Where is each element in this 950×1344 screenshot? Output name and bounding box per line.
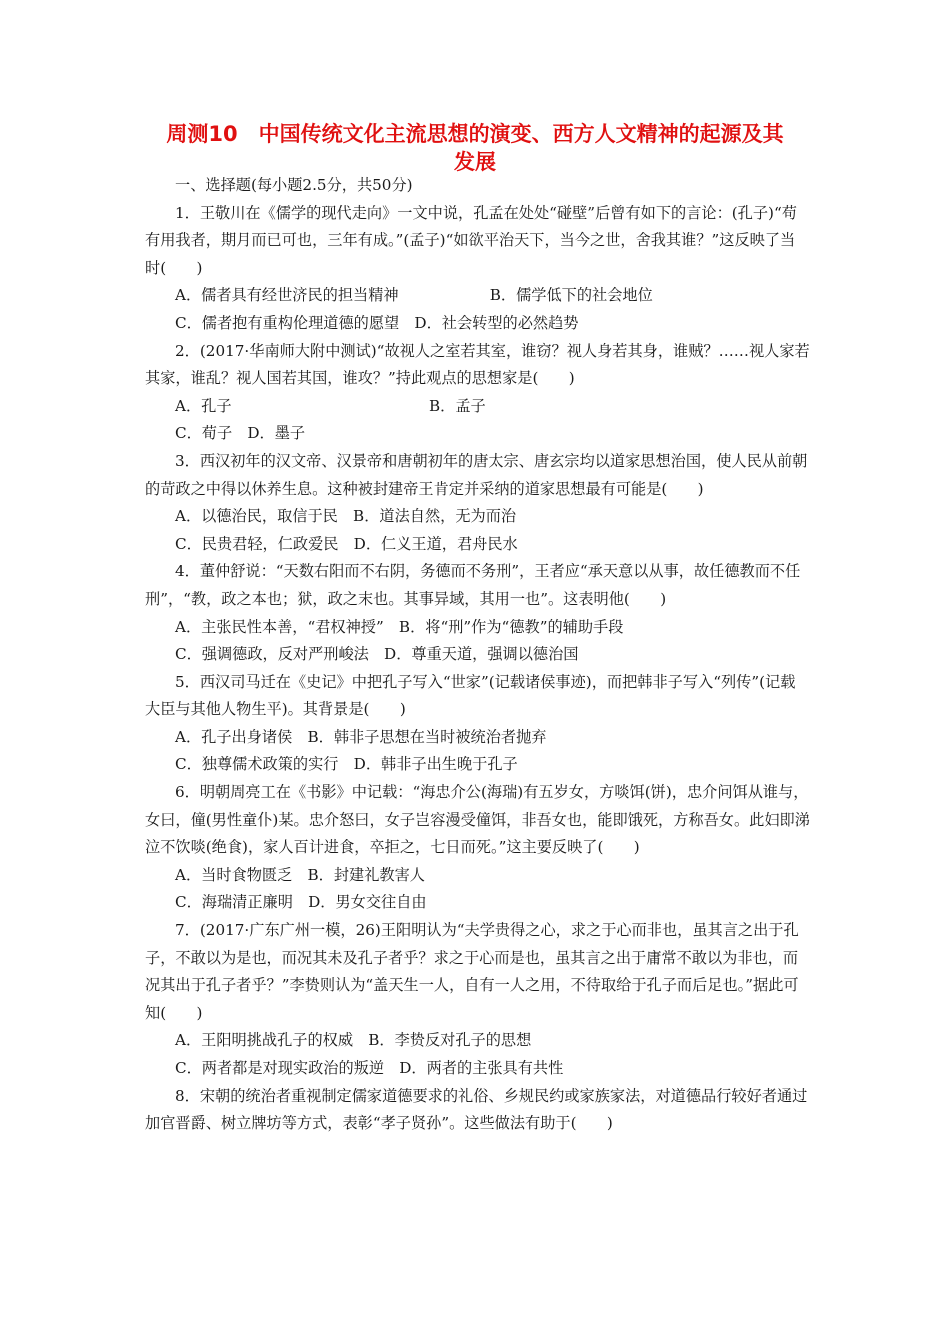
question-3-options-ab: A．以德治民，取信于民 B．道法自然，无为而治 bbox=[175, 507, 517, 526]
question-8-stem: 8．宋朝的统治者重视制定儒家道德要求的礼俗、乡规民约或家族家法，对道德品行较好者通过加官晋爵、树立牌坊等方式，表彰“孝子贤孙”。这些做法有助于( ) bbox=[145, 1086, 808, 1133]
question-4-options-cd: C．强调德政，反对严刑峻法 D．尊重天道，强调以德治国 bbox=[175, 645, 579, 664]
question-3-options-cd: C．民贵君轻，仁政爱民 D．仁义王道，君舟民水 bbox=[175, 534, 518, 553]
question-6-options-ab: A．当时食物匮乏 B．封建礼教害人 bbox=[175, 865, 425, 884]
question-4-options-ab: A．主张民性本善，“君权神授” B．将“刑”作为“德教”的辅助手段 bbox=[175, 617, 624, 636]
question-3-stem: 3．西汉初年的汉文帝、汉景帝和唐朝初年的唐太宗、唐玄宗均以道家思想治国，使人民从前朝的苛政之中得以休养生息。这种被封建帝王肯定并采纳的道家思想最有可能是( ) bbox=[145, 451, 808, 498]
question-5-stem: 5．西汉司马迁在《史记》中把孔子写入“世家”(记载诸侯事迹)，而把韩非子写入“列传”(记载大臣与其他人物生平)。其背景是( ) bbox=[145, 672, 796, 719]
question-7-options-cd: C．两者都是对现实政治的叛逆 D．两者的主张具有共性 bbox=[175, 1059, 564, 1077]
question-7-stem: 7．(2017·广东广州一模，26)王阳明认为“夫学贵得之心，求之于心而非也，虽其言之出于孔子，不敢以为是也，而况其未及孔子者乎？求之于心而是也，虽其言之出于庸常不敢以为非也，而况其出于孔子者乎？”李贽则认为“盖天生一人，自有一人之用，不待取给于孔子而后足也。”据此可知( ) bbox=[145, 921, 799, 1022]
question-7-options-ab: A．王阳明挑战孔子的权威 B．李贽反对孔子的思想 bbox=[175, 1031, 532, 1050]
title-line-2: 发展 bbox=[454, 150, 496, 174]
question-1-stem: 1．王敬川在《儒学的现代走向》一文中说，孔孟在处处“碰壁”后曾有如下的言论：(孔子)“苟有用我者，期月而已可也，三年有成。”(孟子)“如欲平治天下，当今之世，舍我其谁？”这反映了当时( ) bbox=[145, 203, 797, 277]
question-6-options-cd: C．海瑞清正廉明 D．男女交往自由 bbox=[175, 893, 427, 912]
question-list bbox=[145, 172, 810, 1138]
question-1-options-ab: A．儒者具有经世济民的担当精神 B．儒学低下的社会地位 bbox=[175, 286, 653, 305]
question-6-stem: 6．明朝周亮工在《书影》中记载：“海忠介公(海瑞)有五岁女，方啖饵(饼)，忠介问饵从谁与，女曰，僮(男性童仆)某。忠介怒曰，女子岂容漫受僮饵，非吾女也，能即饿死，方称吾女。此妇即涕泣不饮啖(绝食)，家人百计进食，卒拒之，七日而死。”这主要反映了( ) bbox=[145, 783, 810, 857]
section-heading: 一、选择题(每小题2.5分，共50分) bbox=[175, 176, 413, 194]
question-2-stem: 2．(2017·华南师大附中测试)“故视人之室若其室，谁窃？视人身若其身，谁贼？……视人家若其家，谁乱？视人国若其国，谁攻？”持此观点的思想家是( ) bbox=[145, 341, 810, 388]
question-2-options-ab: A．孔子 B．孟子 bbox=[175, 396, 486, 415]
question-5-options-ab: A．孔子出身诸侯 B．韩非子思想在当时被统治者抛弃 bbox=[175, 727, 547, 746]
question-1-options-cd: C．儒者抱有重构伦理道德的愿望 D．社会转型的必然趋势 bbox=[175, 313, 579, 332]
title-line-1: 周测10 中国传统文化主流思想的演变、西方人文精神的起源及其 bbox=[166, 122, 784, 146]
question-5-options-cd: C．独尊儒术政策的实行 D．韩非子出生晚于孔子 bbox=[175, 755, 518, 774]
question-2-options-cd: C．荀子 D．墨子 bbox=[175, 424, 306, 443]
page-title bbox=[130, 120, 820, 176]
question-4-stem: 4．董仲舒说：“天数右阳而不右阴，务德而不务刑”，王者应“承天意以从事，故任德教而不任刑”，“教，政之本也；狱，政之末也。其事异域，其用一也”。这表明他( ) bbox=[145, 562, 801, 608]
